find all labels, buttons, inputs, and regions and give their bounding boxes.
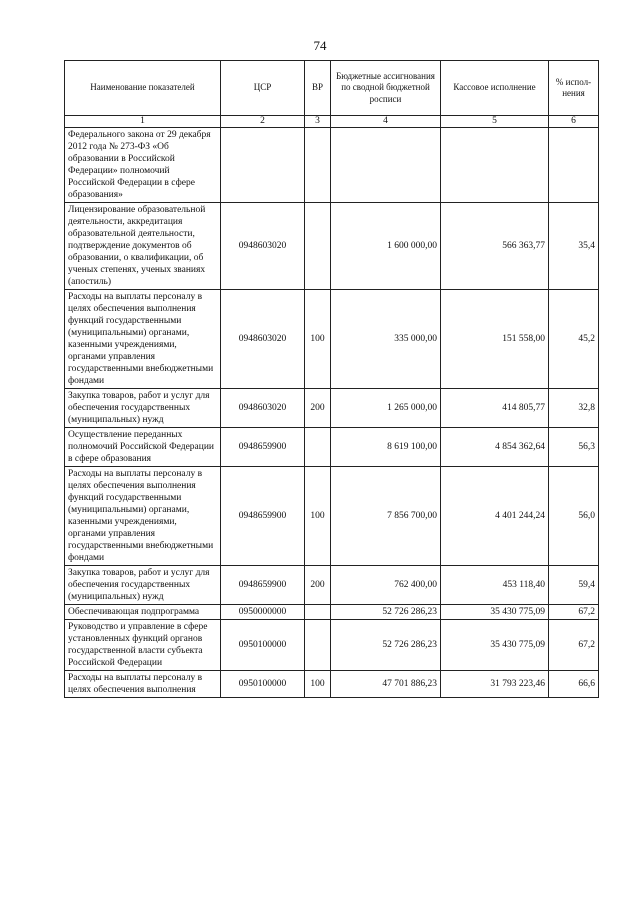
vr-code [305,605,331,620]
vr-code [305,203,331,290]
execution-percent: 67,2 [549,605,599,620]
csr-code [221,128,305,203]
column-number: 2 [221,116,305,128]
table-row [65,467,599,566]
csr-code: 0950100000 [221,620,305,671]
table-row [65,671,599,698]
indicator-name: Расходы на выплаты персоналу в целях обеспечения выполнения функций государственными (муниципальными) органами, казенными учреждениями, органами управления государственными внебюджетными фондами [65,290,221,389]
table-row [65,389,599,428]
vr-code: 200 [305,566,331,605]
table-row [65,428,599,467]
header-cash-execution: Кассовое исполнение [441,61,549,116]
column-number: 6 [549,116,599,128]
csr-code: 0950100000 [221,671,305,698]
execution-percent: 32,8 [549,389,599,428]
execution-percent: 56,0 [549,467,599,566]
cash-amount: 31 793 223,46 [441,671,549,698]
budget-amount: 52 726 286,23 [331,605,441,620]
budget-amount: 8 619 100,00 [331,428,441,467]
budget-amount: 762 400,00 [331,566,441,605]
header-csr: ЦСР [221,61,305,116]
cash-amount: 151 558,00 [441,290,549,389]
page-number: 74 [313,38,327,53]
budget-amount: 1 265 000,00 [331,389,441,428]
table-row [65,566,599,605]
column-number: 5 [441,116,549,128]
column-number: 3 [305,116,331,128]
indicator-name: Закупка товаров, работ и услуг для обеспечения государственных (муниципальных) нужд [65,389,221,428]
budget-execution-table [64,60,599,698]
indicator-name: Осуществление переданных полномочий Российской Федерации в сфере образования [65,428,221,467]
budget-amount: 7 856 700,00 [331,467,441,566]
indicator-name: Обеспечивающая подпрограмма [65,605,221,620]
header-execution-percent: % испол-нения [549,61,599,116]
indicator-name: Лицензирование образовательной деятельности, аккредитация образовательной деятельности, подтверждение документов об образовании, о квалификации, об ученых степенях, ученых званиях (апостиль) [65,203,221,290]
execution-percent: 56,3 [549,428,599,467]
budget-amount: 1 600 000,00 [331,203,441,290]
execution-percent: 66,6 [549,671,599,698]
table-row [65,290,599,389]
indicator-name: Расходы на выплаты персоналу в целях обеспечения выполнения [65,671,221,698]
vr-code [305,620,331,671]
table-row [65,203,599,290]
column-numbers-row [65,116,599,128]
execution-percent: 67,2 [549,620,599,671]
cash-amount: 453 118,40 [441,566,549,605]
cash-amount [441,128,549,203]
column-number: 1 [65,116,221,128]
csr-code: 0950000000 [221,605,305,620]
vr-code: 100 [305,290,331,389]
budget-amount: 47 701 886,23 [331,671,441,698]
cash-amount: 414 805,77 [441,389,549,428]
csr-code: 0948603020 [221,203,305,290]
csr-code: 0948603020 [221,290,305,389]
indicator-name: Руководство и управление в сфере установленных функций органов государственной власти субъекта Российской Федерации [65,620,221,671]
execution-percent: 35,4 [549,203,599,290]
vr-code: 100 [305,671,331,698]
csr-code: 0948659900 [221,467,305,566]
indicator-name: Закупка товаров, работ и услуг для обеспечения государственных (муниципальных) нужд [65,566,221,605]
csr-code: 0948603020 [221,389,305,428]
indicator-name: Федерального закона от 29 декабря 2012 года № 273-ФЗ «Об образовании в Российской Федерации» полномочий Российской Федерации в сфере образования» [65,128,221,203]
csr-code: 0948659900 [221,566,305,605]
csr-code: 0948659900 [221,428,305,467]
budget-amount [331,128,441,203]
cash-amount: 566 363,77 [441,203,549,290]
vr-code: 100 [305,467,331,566]
table-row [65,605,599,620]
execution-percent: 59,4 [549,566,599,605]
vr-code [305,128,331,203]
vr-code: 200 [305,389,331,428]
table-row [65,128,599,203]
column-number: 4 [331,116,441,128]
budget-amount: 52 726 286,23 [331,620,441,671]
header-budget-allocations: Бюджетные ассигнования по сводной бюджетной росписи [331,61,441,116]
cash-amount: 35 430 775,09 [441,605,549,620]
header-row [65,61,599,116]
cash-amount: 35 430 775,09 [441,620,549,671]
vr-code [305,428,331,467]
header-indicator-name: Наименование показателей [65,61,221,116]
budget-amount: 335 000,00 [331,290,441,389]
indicator-name: Расходы на выплаты персоналу в целях обеспечения выполнения функций государственными (муниципальными) органами, казенными учреждениями, органами управления государственными внебюджетными фондами [65,467,221,566]
header-vr: ВР [305,61,331,116]
table-row [65,620,599,671]
execution-percent: 45,2 [549,290,599,389]
execution-percent [549,128,599,203]
cash-amount: 4 401 244,24 [441,467,549,566]
cash-amount: 4 854 362,64 [441,428,549,467]
